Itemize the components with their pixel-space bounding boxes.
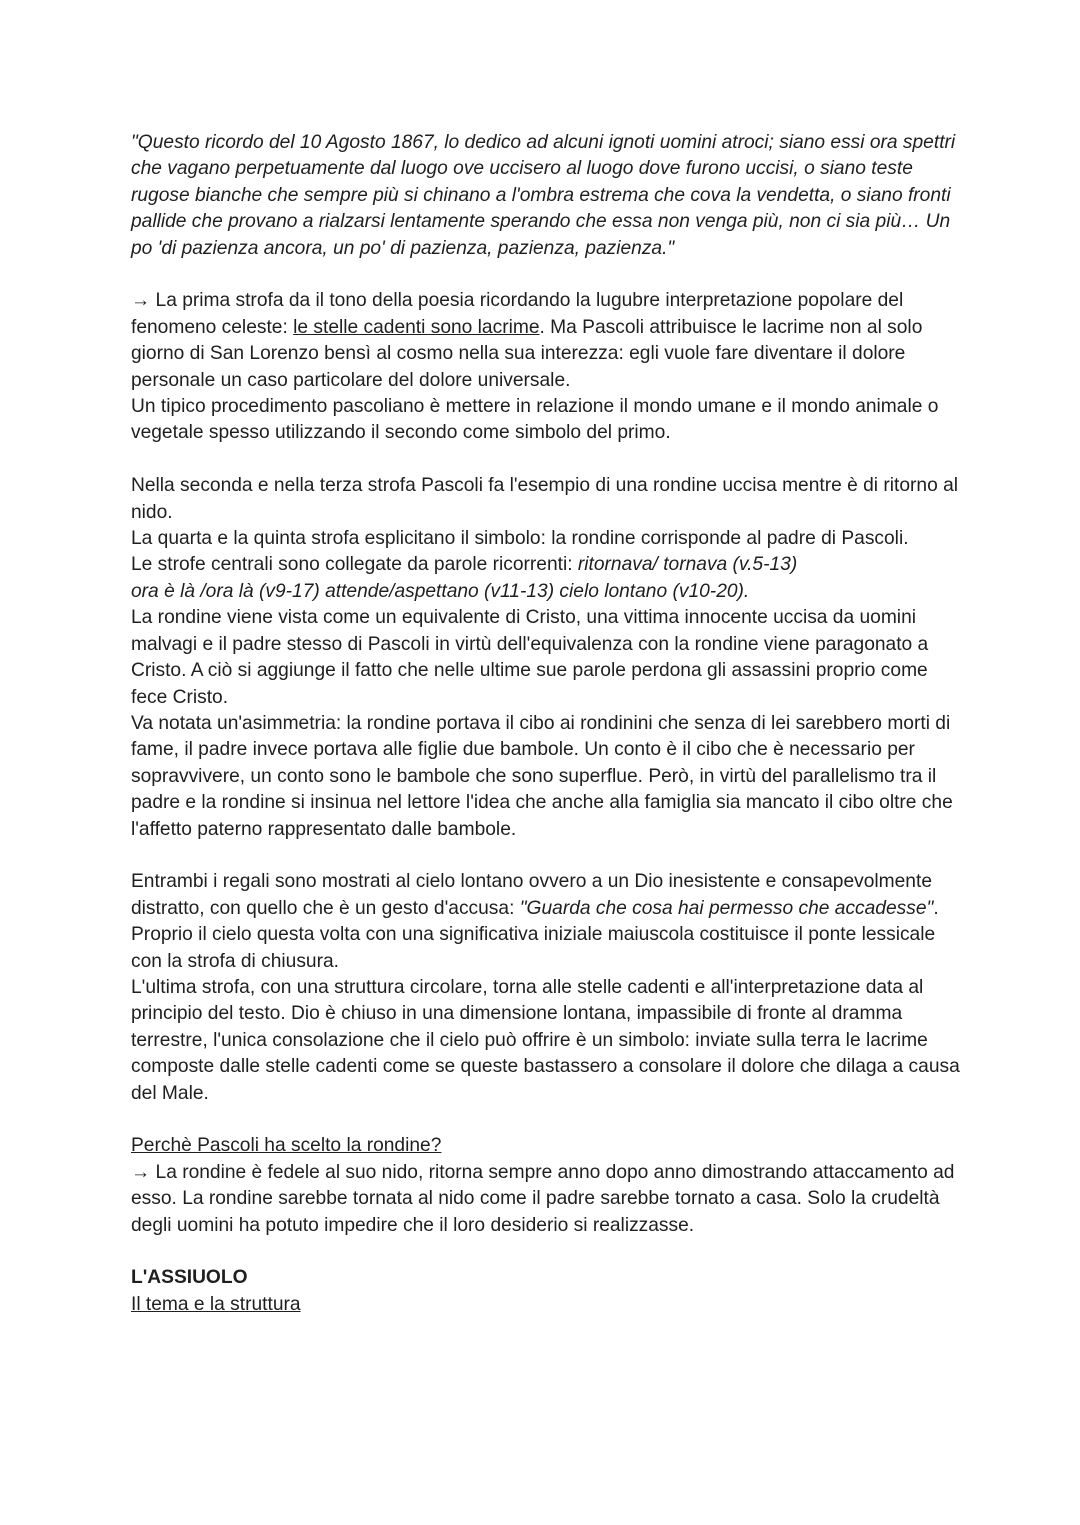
paragraph-text: → La prima strofa da il tono della poesia ricordando la lugubre interpretazione popolare del fenomeno celeste: [131, 290, 904, 338]
paragraph-gap [131, 1239, 961, 1265]
italic-words: ritornava/ tornava (v.5-13) [577, 554, 798, 576]
dedication-quote: "Questo ricordo del 10 Agosto 1867, lo dedico ad alcuni ignoti uomini atroci; siano essi ora spettri che vagano perpetuamente dal luogo ove uccisero al luogo dove furono uccisi, o siano teste rugose bianche che sempre più si chinano a l'ombra estrema che cova la vendetta, o siano fronti pallide che provano a rialzarsi lentamente sperando che essa non venga più, non ci sia più… Un po 'di pazienza ancora, un po' di pazienza, pazienza, pazienza." [131, 132, 956, 259]
paragraph-second-third-stanza: Nella seconda e nella terza strofa Pascoli fa l'esempio di una rondine uccisa mentre è di ritorno al nido. [131, 475, 959, 523]
paragraph-text: Le strofe centrali sono collegate da parole ricorrenti: [131, 554, 578, 576]
paragraph-gap [131, 262, 961, 288]
paragraph-first-stanza [131, 288, 961, 394]
paragraph-text: . Ma Pascoli attribuisce le lacrime non al solo giorno di San Lorenzo bensì al cosmo nella sua interezza: egli vuole fare diventare il dolore personale un caso particolare del dolore universale. [131, 316, 923, 391]
italic-words: ora è là /ora là (v9-17) attende/aspettano (v11-13) cielo lontano (v10-20). [131, 580, 750, 602]
paragraph-last-stanza: L'ultima strofa, con una struttura circolare, torna alle stelle cadenti e all'interpretazione data al principio del testo. Dio è chiuso in una dimensione lontana, impassibile di fronte al dramma terrestre, l'unica consolazione che il cielo può offrire è un simbolo: inviate sulla terra le lacrime composte dalle stelle cadenti come se queste bastassero a consolare il dolore che dilaga a causa del Male. [131, 976, 960, 1104]
paragraph-text: Entrambi i regali sono mostrati al cielo lontano ovvero a un Dio inesistente e consapevolmente distratto, con quello che è un gesto d'accusa: [131, 871, 932, 919]
underlined-phrase: le stelle cadenti sono lacrime [293, 316, 540, 338]
paragraph-christ: La rondine viene vista come un equivalente di Cristo, una vittima innocente uccisa da uomini malvagi e il padre stesso di Pascoli in virtù dell'equivalenza con la rondine viene paragonato a Cristo. A ciò si aggiunge il fatto che nelle ultime sue parole perdona gli assassini proprio come fece Cristo. [131, 607, 929, 708]
document-body [131, 130, 961, 1318]
paragraph-recurring-words [131, 552, 961, 605]
answer-paragraph: → La rondine è fedele al suo nido, ritorna sempre anno dopo anno dimostrando attaccamento ad esso. La rondine sarebbe tornata al nido come il padre sarebbe tornato a casa. Solo la crudeltà degli uomini ha potuto impedire che il loro desiderio si realizzasse. [131, 1161, 955, 1236]
paragraph-sky: Proprio il cielo questa volta con una significativa iniziale maiuscola costituisce il ponte lessicale con la strofa di chiusura. [131, 924, 936, 972]
paragraph-gap [131, 447, 961, 473]
paragraph-text: . [933, 897, 939, 919]
section-subheading: Il tema e la struttura [131, 1293, 301, 1315]
paragraph-gap [131, 843, 961, 869]
paragraph-gifts [131, 869, 961, 922]
italic-quote: "Guarda che cosa hai permesso che accadesse" [519, 897, 934, 919]
section-heading: L'ASSIUOLO [131, 1267, 248, 1289]
paragraph-gap [131, 1107, 961, 1133]
paragraph-fourth-fifth-stanza: La quarta e la quinta strofa esplicitano il simbolo: la rondine corrisponde al padre di Pascoli. [131, 528, 909, 550]
question-heading: Perchè Pascoli ha scelto la rondine? [131, 1135, 442, 1157]
paragraph-asymmetry: Va notata un'asimmetria: la rondine portava il cibo ai rondinini che senza di lei sarebbero morti di fame, il padre invece portava alle figlie due bambole. Un conto è il cibo che è necessario per sopravvivere, un conto sono le bambole che sono superflue. Però, in virtù del parallelismo tra il padre e la rondine si insinua nel lettore l'idea che anche alla famiglia sia mancato il cibo oltre che l'affetto paterno rappresentato dalle bambole. [131, 712, 953, 840]
paragraph-procedure: Un tipico procedimento pascoliano è mettere in relazione il mondo umane e il mondo animale o vegetale spesso utilizzando il secondo come simbolo del primo. [131, 396, 939, 444]
